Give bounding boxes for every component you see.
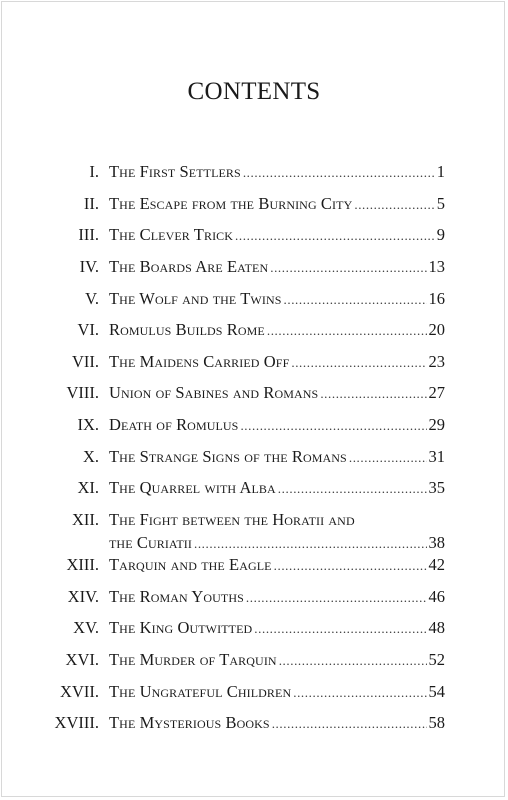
page-number: 48 xyxy=(428,618,445,638)
chapter-text-column xyxy=(109,320,445,341)
chapter-title-line xyxy=(109,478,445,499)
chapter-text-column xyxy=(109,257,445,278)
dot-leader xyxy=(291,353,426,373)
toc-entry xyxy=(0,415,508,447)
dot-leader xyxy=(194,534,427,554)
chapter-title-line xyxy=(109,555,445,576)
dot-leader xyxy=(279,651,427,671)
chapter-number: III. xyxy=(78,225,99,245)
chapter-title-line xyxy=(109,682,445,703)
dot-leader xyxy=(278,479,427,499)
chapter-title-line xyxy=(109,225,445,246)
chapter-text-column xyxy=(109,510,445,554)
chapter-title-line xyxy=(109,510,445,530)
dot-leader xyxy=(354,195,434,215)
chapter-title: The Mysterious Books xyxy=(109,713,270,733)
chapter-number: VII. xyxy=(71,351,99,371)
chapter-text-column xyxy=(109,194,445,215)
page-number: 13 xyxy=(428,256,445,276)
chapter-title-line xyxy=(109,289,445,310)
page-number: 52 xyxy=(428,649,445,669)
dot-leader xyxy=(270,258,426,278)
page-number: 1 xyxy=(436,162,445,181)
chapter-number: XVIII. xyxy=(54,713,99,733)
chapter-title: The King Outwitted xyxy=(109,618,253,638)
chapter-text-column xyxy=(109,352,445,373)
chapter-title: The Fight between the Horatii and xyxy=(109,510,355,530)
chapter-number: XIII. xyxy=(66,555,99,575)
chapter-title: Tarquin and the Eagle xyxy=(109,555,272,575)
chapter-text-column xyxy=(109,415,445,436)
toc-entry xyxy=(0,447,508,479)
chapter-title-line xyxy=(109,162,445,183)
toc-entry xyxy=(0,587,508,619)
dot-leader xyxy=(235,226,435,246)
chapter-title: The Escape from the Burning City xyxy=(109,193,353,213)
chapter-title-line xyxy=(109,447,445,468)
chapter-number: V. xyxy=(85,288,99,308)
chapter-title: The First Settlers xyxy=(109,162,241,181)
chapter-number: II. xyxy=(83,193,99,213)
chapter-text-column xyxy=(109,650,445,671)
chapter-number: VI. xyxy=(77,320,99,340)
chapter-title-line xyxy=(109,194,445,215)
chapter-number: VIII. xyxy=(66,383,99,403)
chapter-title: the Curiatii xyxy=(109,533,192,553)
chapter-text-column xyxy=(109,478,445,499)
dot-leader xyxy=(274,556,427,576)
chapter-number: XVII. xyxy=(60,681,99,701)
chapter-text-column xyxy=(109,383,445,404)
chapter-title-line xyxy=(109,587,445,608)
dot-leader xyxy=(293,683,426,703)
chapter-text-column xyxy=(109,618,445,639)
chapter-title: The Murder of Tarquin xyxy=(109,649,277,669)
chapter-text-column xyxy=(109,713,445,734)
chapter-number: XIV. xyxy=(67,586,99,606)
page-number: 54 xyxy=(428,681,445,701)
toc-entry xyxy=(0,225,508,257)
page-number: 20 xyxy=(428,320,445,340)
chapter-title-line xyxy=(109,415,445,436)
toc-entry xyxy=(0,257,508,289)
toc-entry xyxy=(0,352,508,384)
chapter-title-line xyxy=(109,533,445,554)
toc-entry xyxy=(0,618,508,650)
page-number: 35 xyxy=(428,478,445,498)
chapter-number: XVI. xyxy=(65,649,99,669)
chapter-title: The Ungrateful Children xyxy=(109,681,292,701)
chapter-number: XI. xyxy=(77,478,99,498)
toc-entry xyxy=(0,713,508,745)
chapter-title-line xyxy=(109,257,445,278)
chapter-number: IV. xyxy=(79,256,99,276)
dot-leader xyxy=(284,290,427,310)
page-number: 58 xyxy=(428,713,445,733)
chapter-number: I. xyxy=(89,162,99,181)
dot-leader xyxy=(320,384,426,404)
toc-entry xyxy=(0,555,508,587)
dot-leader xyxy=(349,448,427,468)
page-number: 42 xyxy=(428,555,445,575)
toc-entry xyxy=(0,510,508,555)
page-number: 5 xyxy=(436,193,445,213)
toc-entry xyxy=(0,682,508,714)
chapter-title-line xyxy=(109,618,445,639)
toc-entry xyxy=(0,194,508,226)
page-number: 29 xyxy=(428,415,445,435)
chapter-title: The Boards Are Eaten xyxy=(109,256,269,276)
page-number: 38 xyxy=(428,533,445,553)
chapter-title: The Strange Signs of the Romans xyxy=(109,446,347,466)
chapter-title: Death of Romulus xyxy=(109,415,239,435)
toc-entry xyxy=(0,383,508,415)
toc-entry xyxy=(0,320,508,352)
chapter-title: The Maidens Carried Off xyxy=(109,351,290,371)
chapter-title-line xyxy=(109,320,445,341)
chapter-number: X. xyxy=(82,446,99,466)
chapter-title-line xyxy=(109,383,445,404)
chapter-title-line xyxy=(109,713,445,734)
chapter-title: The Roman Youths xyxy=(109,586,244,606)
chapter-text-column xyxy=(109,587,445,608)
page-number: 31 xyxy=(428,446,445,466)
page-number: 23 xyxy=(428,351,445,371)
toc-entry xyxy=(0,650,508,682)
page-number: 27 xyxy=(428,383,445,403)
toc-entry xyxy=(0,478,508,510)
page-title: CONTENTS xyxy=(187,78,321,105)
chapter-text-column xyxy=(109,289,445,310)
dot-leader xyxy=(272,714,427,734)
table-of-contents xyxy=(0,162,508,745)
page-number: 46 xyxy=(428,586,445,606)
dot-leader xyxy=(254,619,426,639)
dot-leader xyxy=(240,416,426,436)
chapter-text-column xyxy=(109,682,445,703)
chapter-text-column xyxy=(109,447,445,468)
page-number: 16 xyxy=(428,288,445,308)
chapter-number: XV. xyxy=(73,618,99,638)
chapter-title-line xyxy=(109,352,445,373)
chapter-title: The Quarrel with Alba xyxy=(109,478,276,498)
chapter-title-line xyxy=(109,650,445,671)
dot-leader xyxy=(267,321,427,341)
chapter-number: IX. xyxy=(77,415,99,435)
toc-entry xyxy=(0,162,508,194)
chapter-text-column xyxy=(109,162,445,183)
chapter-number: XII. xyxy=(71,510,99,530)
chapter-title: The Clever Trick xyxy=(109,225,234,245)
chapter-title: Romulus Builds Rome xyxy=(109,320,265,340)
chapter-text-column xyxy=(109,555,445,576)
chapter-title: Union of Sabines and Romans xyxy=(109,383,319,403)
chapter-title: The Wolf and the Twins xyxy=(109,288,282,308)
dot-leader xyxy=(246,588,427,608)
toc-entry xyxy=(0,289,508,321)
dot-leader xyxy=(243,163,435,183)
chapter-text-column xyxy=(109,225,445,246)
page-number: 9 xyxy=(436,225,445,245)
